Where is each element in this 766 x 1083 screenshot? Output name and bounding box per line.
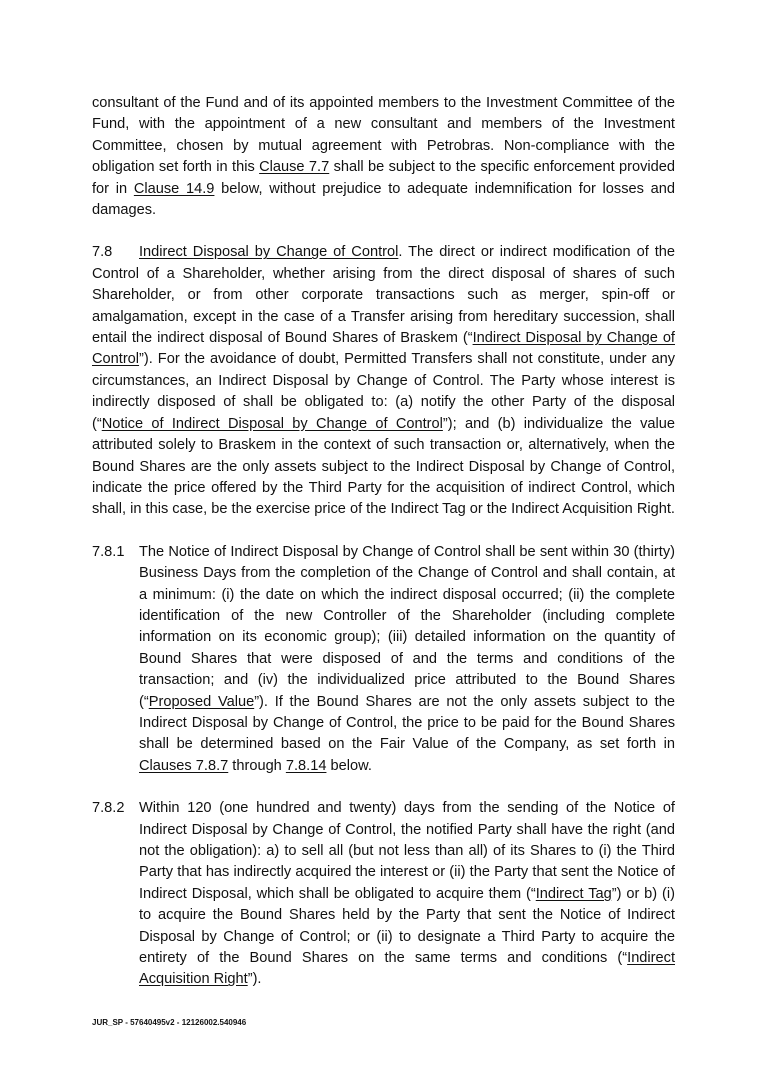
- clause-7-7-reference: Clause 7.7: [259, 159, 330, 176]
- clause-number: 7.8: [92, 244, 113, 261]
- defined-term: Indirect Acquisition Right: [139, 950, 675, 988]
- paragraph-intro: consultant of the Fund and of its appointed members to the Investment Committee of the Fund, with the appointment of a new consultant and members of the Investment Committee, chosen by mutual agreement with Petrobras. Non-compliance with the obligation set forth in this Clause 7.7 shall be subject to the specific enforcement provided for in Clause 14.9 below, without prejudice to adequate indemnification for losses and damages.: [92, 95, 676, 219]
- clause-number: 7.8.2: [92, 800, 125, 817]
- defined-term: Proposed Value: [148, 693, 255, 710]
- clause-number: 7.8.1: [92, 543, 125, 560]
- document-page: [92, 93, 675, 1012]
- defined-term: Indirect Disposal by Change of Control: [92, 330, 675, 368]
- clause-7-8-1: [92, 542, 675, 777]
- clause-7-8-7-reference: Clauses 7.8.7: [139, 757, 229, 774]
- clause-body: Within 120 (one hundred and twenty) days from the sending of the Notice of Indirect Disposal by Change of Control, the notified Party shall have the right (and not the obligation): a) to sell all (but not less than all) of its Shares to (i) the Third Party that has indirectly acquired the interest or (ii) the Party that sent the Notice of Indirect Disposal, which shall be obligated to acquire them (“Indirect Tag”) or b) (i) to acquire the Bound Shares held by the Party that sent the Notice of Indirect Disposal by Change of Control; or (ii) to designate a Third Party to acquire the entirety of the Bound Shares on the same terms and conditions (“Indirect Acquisition Right”).: [139, 800, 675, 988]
- clause-7-8-2: [92, 798, 675, 991]
- clause-7-8: 7.8 Indirect Disposal by Change of Control. The direct or indirect modification of the Control of a Shareholder, whether arising from the direct disposal of shares of such Shareholder, or from other corporate transactions such as merger, spin-off or amalgamation, except in the case of a Transfer arising from hereditary succession, shall entail the indirect disposal of Bound Shares of Braskem (“Indirect Disposal by Change of Control”). For the avoidance of doubt, Permitted Transfers shall not constitute, under any circumstances, an Indirect Disposal by Change of Control. The Party whose interest is indirectly disposed of shall be obligated to: (a) notify the other Party of the disposal (“Notice of Indirect Disposal by Change of Control”); and (b) individualize the value attributed solely to Braskem in the context of such transaction or, alternatively, when the Bound Shares are the only assets subject to the Indirect Disposal by Change of Control, indicate the price offered by the Third Party for the acquisition of indirect Control, which shall, in this case, be the exercise price of the Indirect Tag or the Indirect Acquisition Right.: [92, 244, 675, 518]
- clause-14-9-reference: Clause 14.9: [133, 180, 215, 197]
- defined-term: Notice of Indirect Disposal by Change of Control: [101, 415, 443, 432]
- clause-heading: Indirect Disposal by Change of Control: [139, 244, 399, 261]
- defined-term: Indirect Tag: [535, 885, 612, 902]
- document-footer-id: JUR_SP - 57640495v2 - 12126002.540946: [92, 1018, 247, 1027]
- clause-7-8-14-reference: 7.8.14: [285, 757, 327, 774]
- clause-body: The Notice of Indirect Disposal by Change of Control shall be sent within 30 (thirty) Business Days from the completion of the Change of Control and shall contain, at a minimum: (i) the date on which the indirect disposal occurred; (ii) the complete identification of the new Controller of the Shareholder (including complete information on its economic group); (iii) detailed information on the quantity of Bound Shares that were disposed of and the terms and conditions of the transaction; and (iv) the individualized price attributed to the Bound Shares (“Proposed Value”). If the Bound Shares are not the only assets subject to the Indirect Disposal by Change of Control, the price to be paid for the Bound Shares shall be determined based on the Fair Value of the Company, as set forth in Clauses 7.8.7 through 7.8.14 below.: [139, 543, 675, 774]
